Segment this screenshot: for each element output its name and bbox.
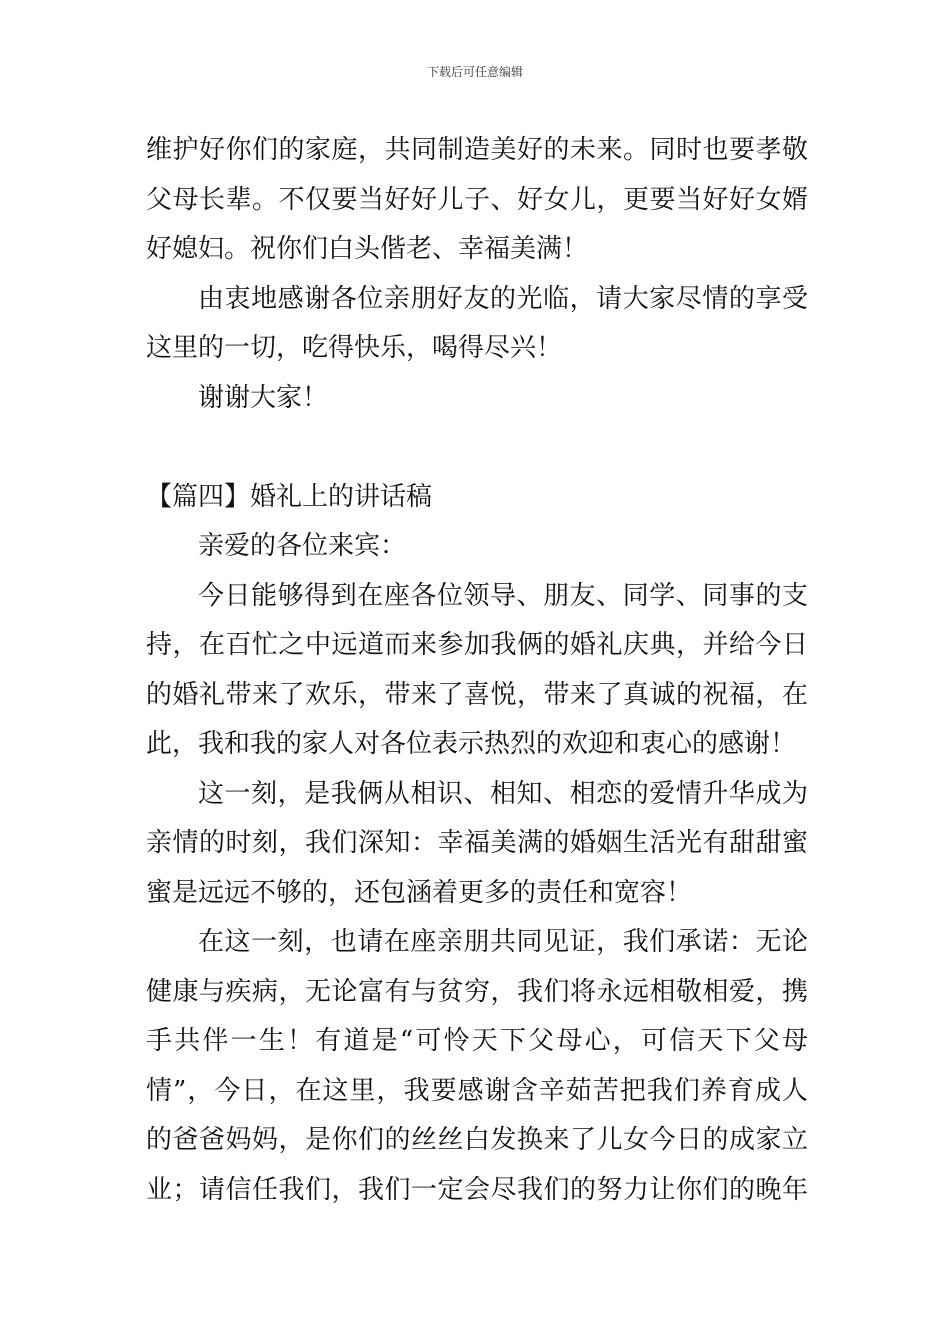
paragraph-thank-you <box>146 374 808 424</box>
greeting-text: 亲爱的各位来宾： <box>198 531 407 561</box>
paragraph-thanks-guests <box>146 275 808 374</box>
text-line: 在这一刻，也请在座亲朋共同见证，我们承诺：无论 <box>198 927 808 957</box>
section-title <box>146 473 808 523</box>
text-line: 的爸爸妈妈，是你们的丝丝白发换来了儿女今日的成家立 <box>146 1125 808 1155</box>
text-line: 蜜是远远不够的，还包涵着更多的责任和宽容！ <box>146 877 693 908</box>
text-line: 健康与疾病，无论富有与贫穷，我们将永远相敬相爱，携 <box>146 976 808 1007</box>
page-header: 下载后可任意编辑 <box>426 65 523 79</box>
text-line: 的婚礼带来了欢乐，带来了喜悦，带来了真诚的祝福，在 <box>146 679 808 710</box>
text-line: 持，在百忙之中远道而来参加我俩的婚礼庆典，并给今日 <box>146 630 808 660</box>
greeting <box>146 522 808 572</box>
section-title-text: 【篇四】婚礼上的讲话稿 <box>146 481 433 512</box>
text-line: 由衷地感谢各位亲朋好友的光临，请大家尽情的享受 <box>198 283 808 314</box>
text-line: 维护好你们的家庭，共同制造美好的未来。同时也要孝敬 <box>146 135 808 165</box>
paragraph-closing-wishes <box>146 126 808 275</box>
text-line: 亲情的时刻，我们深知：幸福美满的婚姻生活光有甜甜蜜 <box>146 828 808 858</box>
text-line: 好媳妇。祝你们白头偕老、幸福美满！ <box>146 234 589 264</box>
document-body <box>146 126 808 1215</box>
text-line: 谢谢大家！ <box>198 382 329 413</box>
text-line: 父母长辈。不仅要当好好儿子、好女儿，更要当好好女婿 <box>146 184 808 215</box>
text-line: 这一刻，是我俩从相识、相知、相恋的爱情升华成为 <box>198 778 808 809</box>
text-line: 情”，今日，在这里，我要感谢含辛茹苦把我们养育成人 <box>146 1075 808 1106</box>
section-spacer <box>146 423 808 473</box>
paragraph-vows <box>146 918 808 1215</box>
text-line: 今日能够得到在座各位领导、朋友、同学、同事的支 <box>198 580 808 611</box>
text-line: 这里的一切，吃得快乐，喝得尽兴！ <box>146 333 563 363</box>
text-line: 业；请信任我们，我们一定会尽我们的努力让你们的晚年 <box>146 1174 808 1205</box>
paragraph-welcome <box>146 572 808 770</box>
paragraph-this-moment <box>146 770 808 919</box>
text-line: 此，我和我的家人对各位表示热烈的欢迎和衷心的感谢！ <box>146 729 797 759</box>
text-line: 手共伴一生！有道是“可怜天下父母心，可信天下父母 <box>146 1026 808 1056</box>
